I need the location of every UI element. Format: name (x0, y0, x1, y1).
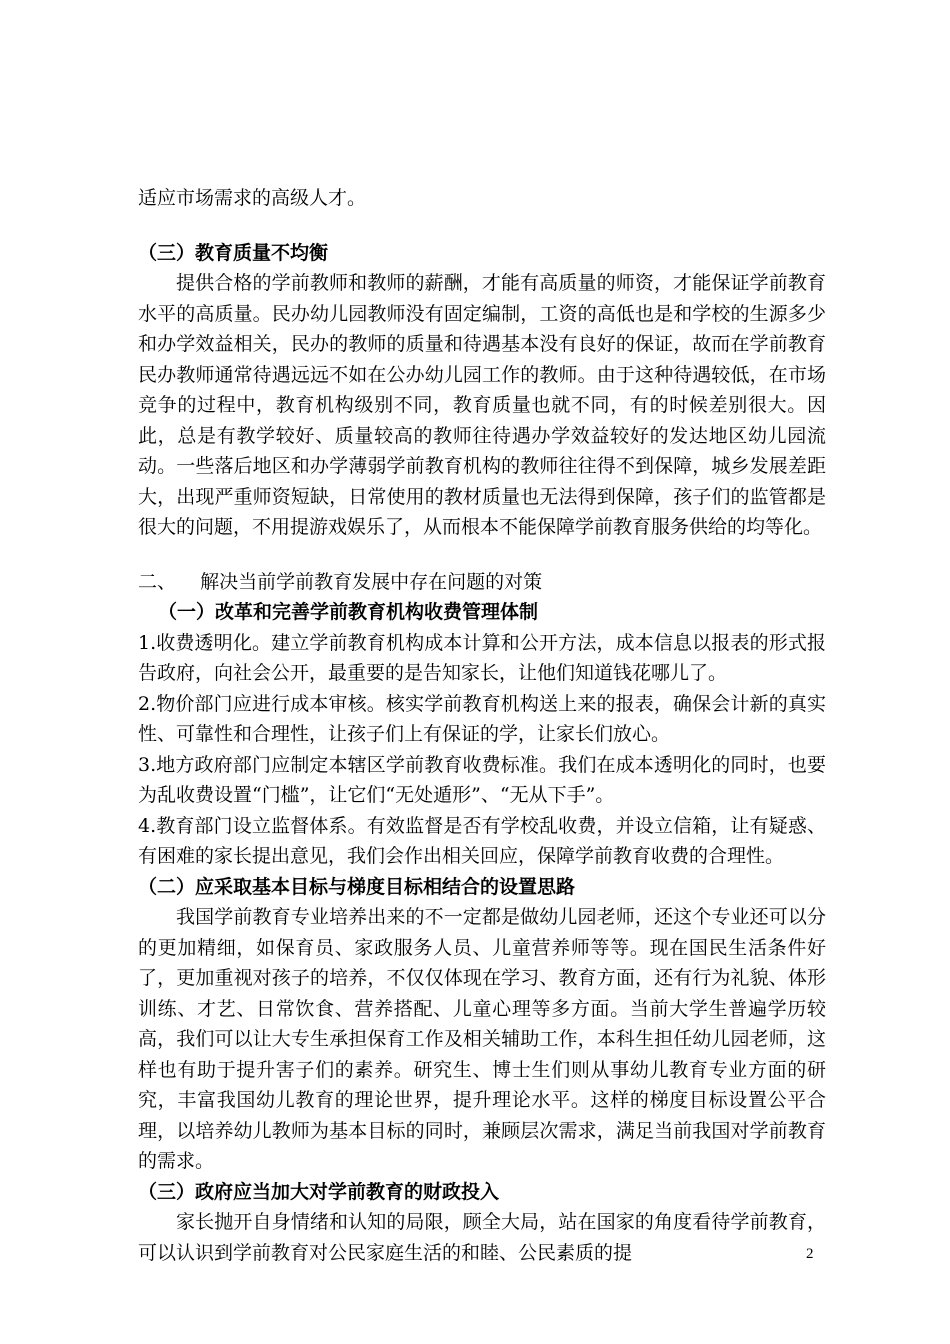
heading-part-2: 二、 解决当前学前教育发展中存在问题的对策 (138, 570, 543, 593)
list-item-2: 2.物价部门应进行成本审核。核实学前教育机构送上来的报表，确保会计新的真实性、可靠性和合理性，让孩子们上有保证的学，让家长们放心。 (138, 692, 826, 745)
list-item-3: 3.地方政府部门应制定本辖区学前教育收费标准。我们在成本透明化的同时，也要为乱收费设置“门槛”，让它们“无处遁形”、“无从下手”。 (138, 753, 826, 806)
list-item-1: 1.收费透明化。建立学前教育机构成本计算和公开方法，成本信息以报表的形式报告政府，向社会公开，最重要的是告知家长，让他们知道钱花哪儿了。 (138, 631, 826, 684)
heading-section-3: （三）教育质量不均衡 (138, 241, 329, 264)
heading-countermeasure-3: （三）政府应当加大对学前教育的财政投入 (138, 1180, 500, 1203)
paragraph-countermeasure-3: 家长抛开自身情绪和认知的局限，顾全大局，站在国家的角度看待学前教育，可以认识到学前教育对公民家庭生活的和睦、公民素质的提 (138, 1211, 826, 1264)
paragraph-countermeasure-2: 我国学前教育专业培养出来的不一定都是做幼儿园老师，还这个专业还可以分的更加精细，如保育员、家政服务人员、儿童营养师等等。现在国民生活条件好了，更加重视对孩子的培养，不仅仅体现在学习、教育方面，还有行为礼貌、体形训练、才艺、日常饮食、营养搭配、儿童心理等多方面。当前大学生普遍学历较高，我们可以让大专生承担保育工作及相关辅助工作，本科生担任幼儿园老师，这样也有助于提升害子们的素养。研究生、博士生们则从事幼儿教育专业方面的研究，丰富我国幼儿教育的理论世界，提升理论水平。这样的梯度目标设置公平合理，以培养幼儿教师为基本目标的同时，兼顾层次需求，满足当前我国对学前教育的需求。 (138, 906, 826, 1172)
heading-countermeasure-1: （一）改革和完善学前教育机构收费管理体制 (158, 601, 539, 623)
list-item-4: 4.教育部门设立监督体系。有效监督是否有学校乱收费，并设立信箱，让有疑惑、有困难的家长提出意见，我们会作出相关回应，保障学前教育收费的合理性。 (138, 814, 826, 867)
page-number: 2 (806, 1246, 814, 1262)
paragraph-section-3: 提供合格的学前教师和教师的薪酬，才能有高质量的师资，才能保证学前教育水平的高质量。民办幼儿园教师没有固定编制，工资的高低也是和学校的生源多少和办学效益相关，民办的教师的质量和待遇基本没有良好的保证，故而在学前教育民办教师通常待遇远远不如在公办幼儿园工作的教师。由于这种待遇较低，在市场竞争的过程中，教育机构级别不同，教育质量也就不同，有的时候差别很大。因此，总是有教学较好、质量较高的教师往待遇办学效益较好的发达地区幼儿园流动。一些落后地区和办学薄弱学前教育机构的教师往往得不到保障，城乡发展差距大，出现严重师资短缺，日常使用的教材质量也无法得到保障，孩子们的监管都是很大的问题，不用提游戏娱乐了，从而根本不能保障学前教育服务供给的均等化。 (138, 272, 826, 538)
paragraph-intro: 适应市场需求的高级人才。 (138, 187, 367, 209)
heading-countermeasure-2: （二）应采取基本目标与梯度目标相结合的设置思路 (138, 875, 576, 898)
page-body (138, 183, 826, 1268)
